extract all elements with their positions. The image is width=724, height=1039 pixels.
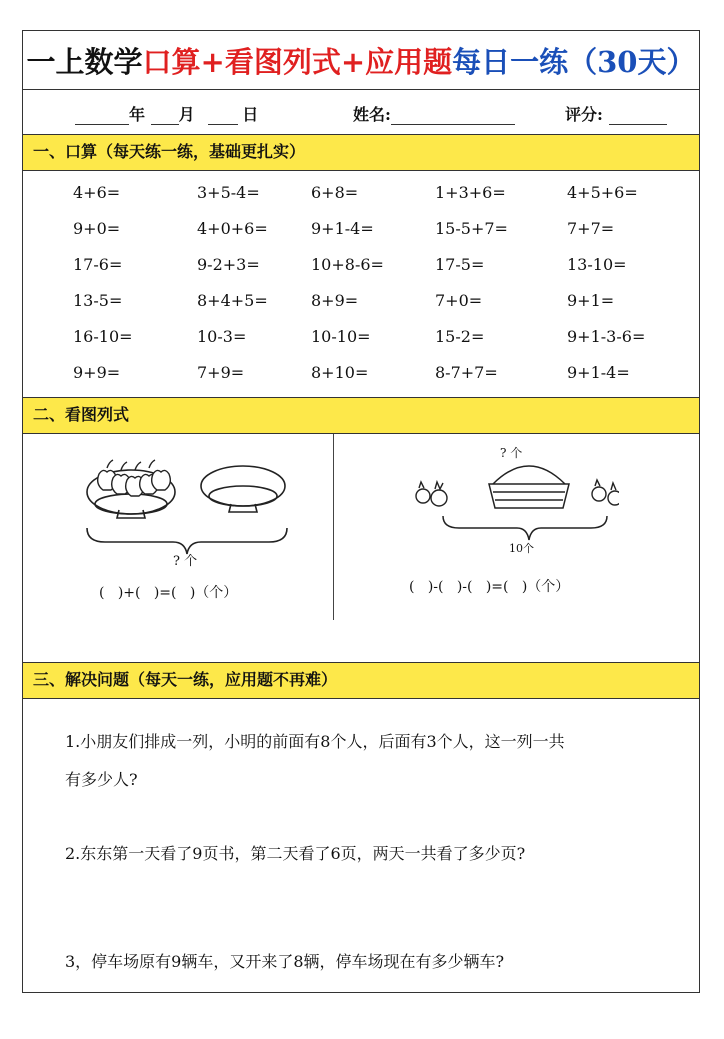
problem-3: 3，停车场原有9辆车，又开来了8辆，停车场现在有多少辆车? — [65, 952, 505, 971]
basket-icon — [489, 466, 569, 508]
worksheet — [22, 30, 700, 993]
calc-item[interactable]: 7+7= — [567, 219, 615, 238]
calc-item[interactable]: 13-10= — [567, 255, 627, 274]
worksheet-title — [23, 31, 699, 90]
right-top-label: ? 个 — [500, 446, 523, 460]
title-part-daily: 每日一练（30天） — [452, 44, 696, 79]
problem-1-line-1: 1.小朋友们排成一列，小明的前面有8个人，后面有3个人，这一列一共 — [65, 732, 565, 751]
calc-item[interactable]: 8+4+5= — [197, 291, 268, 310]
calc-item[interactable]: 7+0= — [435, 291, 483, 310]
name-field[interactable] — [353, 102, 515, 125]
calc-item[interactable]: 8+9= — [311, 291, 359, 310]
calc-item[interactable]: 10-3= — [197, 327, 247, 346]
calc-item[interactable]: 9+0= — [73, 219, 121, 238]
title-part-subject: 一上数学 — [26, 44, 143, 79]
day-label: 日 — [242, 105, 259, 124]
day-blank[interactable] — [208, 110, 238, 125]
calc-item[interactable]: 9-2+3= — [197, 255, 260, 274]
date-field[interactable] — [75, 102, 258, 125]
right-total-label: 10个 — [509, 542, 534, 555]
left-equation[interactable]: ( )+( )=( )（个） — [99, 585, 238, 601]
pears-icon — [98, 460, 171, 496]
year-blank[interactable] — [75, 110, 129, 125]
picture-divider — [333, 434, 334, 620]
month-label: 月 — [178, 105, 195, 124]
left-total-label: ? 个 — [173, 554, 198, 569]
calc-item[interactable]: 17-6= — [73, 255, 123, 274]
calc-item[interactable]: 8-7+7= — [435, 363, 498, 382]
calc-item[interactable]: 1+3+6= — [435, 183, 506, 202]
score-blank[interactable] — [609, 110, 667, 125]
word-problems — [23, 699, 699, 1039]
radishes-right-icon — [592, 480, 619, 505]
year-label: 年 — [129, 105, 146, 124]
problem-1-line-2: 有多少人? — [65, 770, 138, 789]
calc-item[interactable]: 15-2= — [435, 327, 485, 346]
problem-2: 2.东东第一天看了9页书，第二天看了6页，两天一共看了多少页? — [65, 844, 526, 863]
calc-item[interactable]: 3+5-4= — [197, 183, 260, 202]
right-equation[interactable]: ( )-( )-( )=( )（个） — [409, 579, 570, 595]
calc-item[interactable]: 9+1-4= — [567, 363, 630, 382]
pears-plates-illustration — [83, 446, 293, 566]
picture-problems — [23, 434, 699, 663]
title-part-topics: 口算+看图列式+应用题 — [142, 44, 453, 79]
calc-item[interactable]: 7+9= — [197, 363, 245, 382]
calc-item[interactable]: 9+1-3-6= — [567, 327, 646, 346]
calc-item[interactable]: 16-10= — [73, 327, 133, 346]
section-problems-header: 三、解决问题（每天一练，应用题不再难） — [23, 663, 699, 699]
empty-plate — [201, 466, 285, 512]
section-calc-header: 一、口算（每天练一练，基础更扎实） — [23, 135, 699, 171]
score-field[interactable] — [565, 102, 667, 125]
calc-item[interactable]: 9+9= — [73, 363, 121, 382]
calc-item[interactable]: 10+8-6= — [311, 255, 384, 274]
section-picture-header: 二、看图列式 — [23, 398, 699, 434]
radish-basket-illustration — [409, 460, 619, 552]
calc-item[interactable]: 10-10= — [311, 327, 371, 346]
score-label: 评分: — [565, 105, 603, 124]
name-blank[interactable] — [391, 110, 515, 125]
calc-item[interactable]: 9+1= — [567, 291, 615, 310]
radishes-left-icon — [416, 482, 447, 506]
calc-item[interactable]: 6+8= — [311, 183, 359, 202]
info-row — [23, 90, 699, 135]
calc-grid — [23, 171, 699, 398]
calc-item[interactable]: 9+1-4= — [311, 219, 374, 238]
calc-item[interactable]: 4+5+6= — [567, 183, 638, 202]
calc-item[interactable]: 15-5+7= — [435, 219, 508, 238]
name-label: 姓名: — [353, 105, 391, 124]
calc-item[interactable]: 8+10= — [311, 363, 369, 382]
calc-item[interactable]: 13-5= — [73, 291, 123, 310]
calc-item[interactable]: 4+6= — [73, 183, 121, 202]
month-blank[interactable] — [151, 110, 179, 125]
calc-item[interactable]: 4+0+6= — [197, 219, 268, 238]
calc-item[interactable]: 17-5= — [435, 255, 485, 274]
right-brace — [443, 516, 607, 540]
